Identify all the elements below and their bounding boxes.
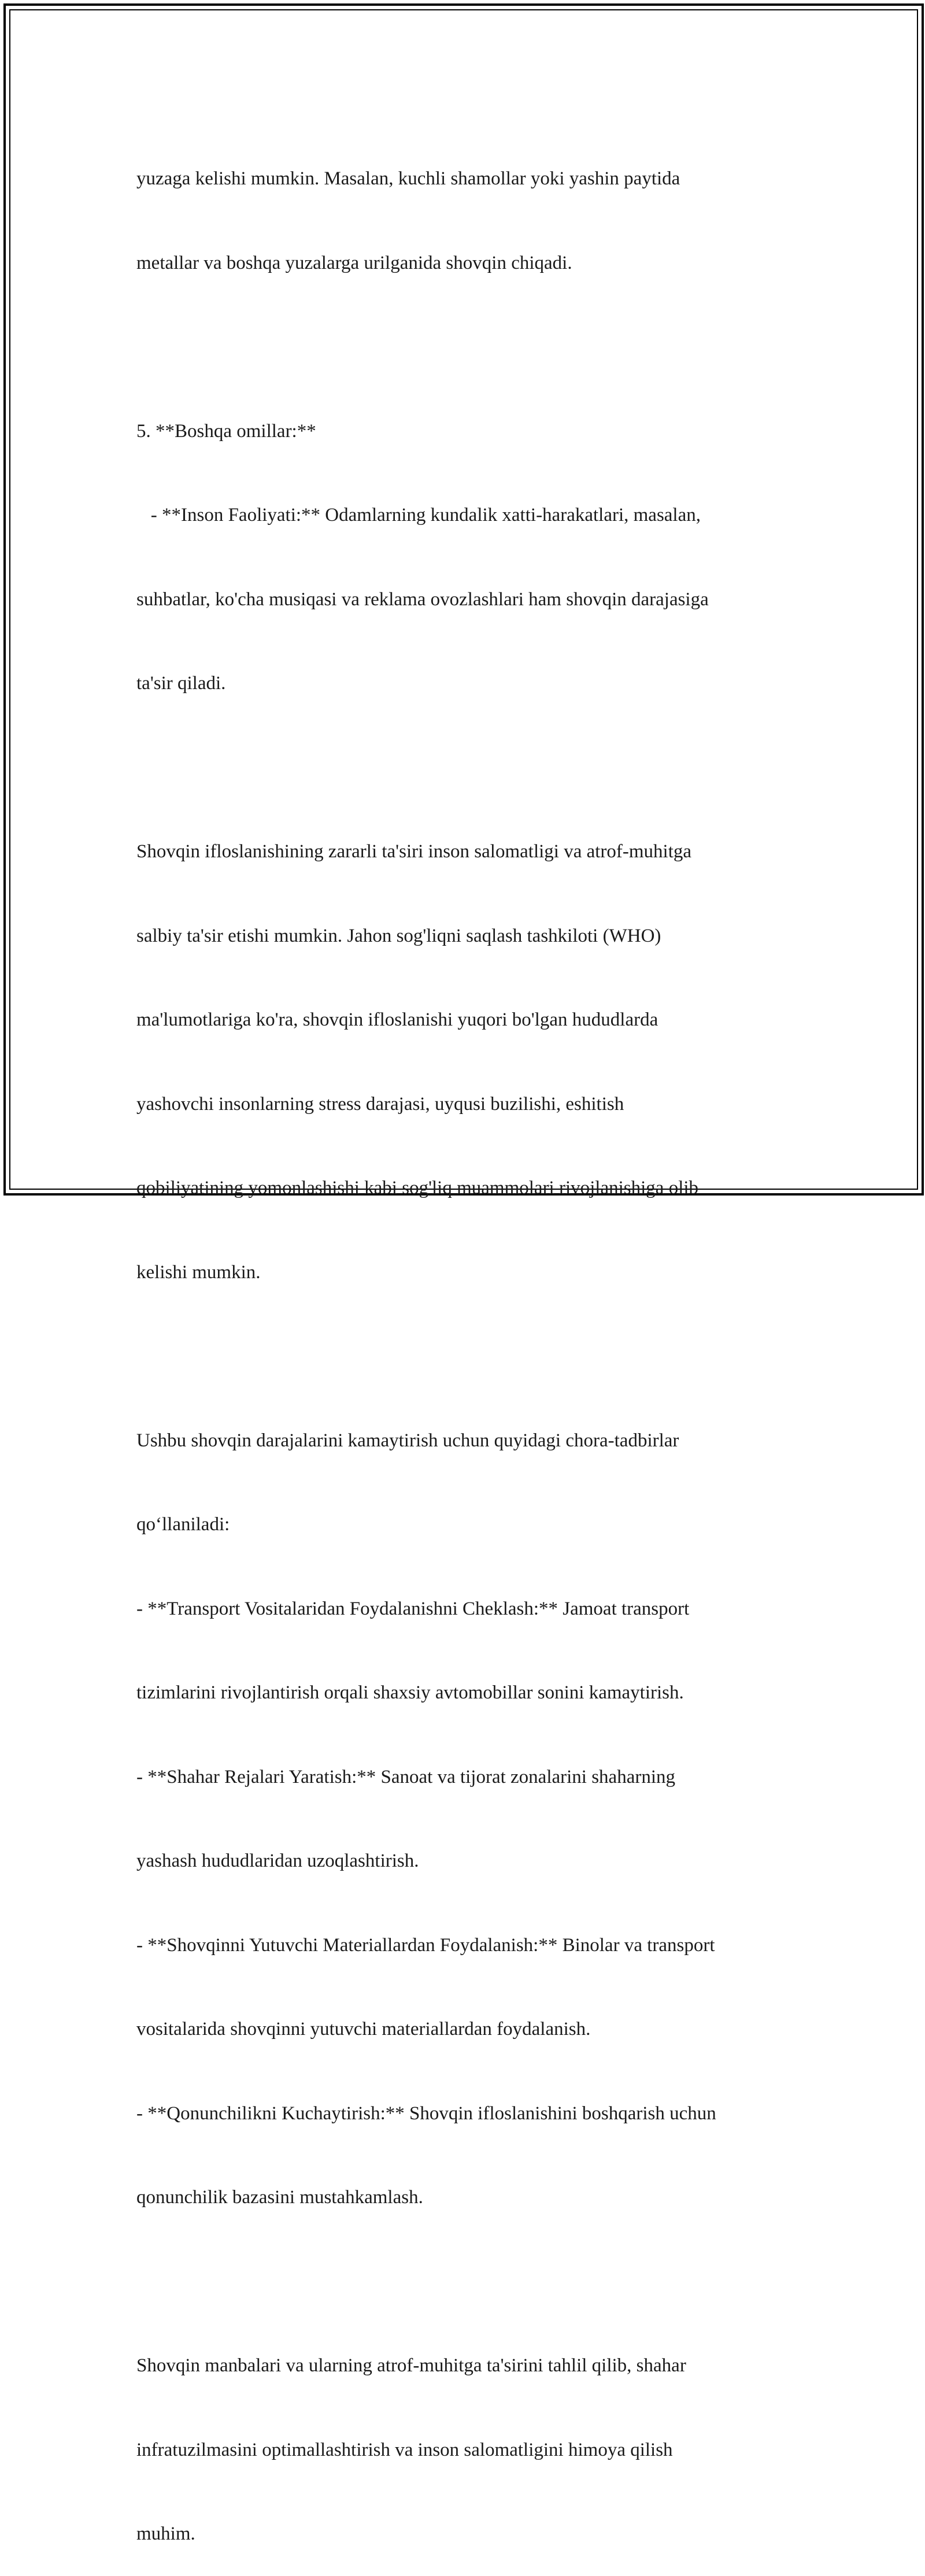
document-text xyxy=(136,109,790,2576)
text-line: yashash hududlaridan uzoqlashtirish. xyxy=(136,1850,419,1871)
text-line: infratuzilmasini optimallashtirish va inson salomatligini himoya qilish xyxy=(136,2439,673,2460)
section-heading: 5. **Boshqa omillar:** xyxy=(136,420,316,442)
text-line: suhbatlar, ko'cha musiqasi va reklama ovozlashlari ham shovqin darajasiga xyxy=(136,589,709,610)
list-item: - **Shovqinni Yutuvchi Materiallardan Foydalanish:** Binolar va transport xyxy=(136,1934,715,1956)
text-line: - **Inson Faoliyati:** Odamlarning kundalik xatti-harakatlari, masalan, xyxy=(136,505,701,525)
text-line: Ushbu shovqin darajalarini kamaytirish uchun quyidagi chora-tadbirlar xyxy=(136,1430,679,1451)
text-line: yuzaga kelishi mumkin. Masalan, kuchli shamollar yoki yashin paytida xyxy=(136,168,680,189)
text-line: ta'sir qiladi. xyxy=(136,673,226,694)
text-line: ma'lumotlariga ko'ra, shovqin ifloslanishi yuqori bo'lgan hududlarda xyxy=(136,1009,658,1030)
text-line: Shovqin manbalari va ularning atrof-muhitga ta'sirini tahlil qilib, shahar xyxy=(136,2355,686,2376)
text-line: Shovqin ifloslanishining zararli ta'siri inson salomatligi va atrof-muhitga xyxy=(136,841,692,862)
text-line: tizimlarini rivojlantirish orqali shaxsiy avtomobillar sonini kamaytirish. xyxy=(136,1682,684,1703)
text-line: yashovchi insonlarning stress darajasi, uyqusi buzilishi, eshitish xyxy=(136,1093,624,1115)
list-item: - **Shahar Rejalari Yaratish:** Sanoat va tijorat zonalarini shaharning xyxy=(136,1766,676,1787)
text-line: kelishi mumkin. xyxy=(136,1261,261,1283)
blank-line xyxy=(136,2268,790,2296)
text-line: qonunchilik bazasini mustahkamlash. xyxy=(136,2187,423,2208)
text-line: qo‘llaniladi: xyxy=(136,1514,230,1535)
blank-line xyxy=(136,333,790,361)
text-line: salbiy ta'sir etishi mumkin. Jahon sog'liqni saqlash tashkiloti (WHO) xyxy=(136,925,661,946)
list-item: - **Transport Vositalaridan Foydalanishni Cheklash:** Jamoat transport xyxy=(136,1598,690,1619)
blank-line xyxy=(136,754,790,782)
blank-line xyxy=(136,1342,790,1371)
list-item: - **Qonunchilikni Kuchaytirish:** Shovqin ifloslanishini boshqarish uchun xyxy=(136,2103,716,2124)
text-line: qobiliyatining yomonlashishi kabi sog'liq muammolari rivojlanishiga olib xyxy=(136,1178,699,1198)
text-line: metallar va boshqa yuzalarga urilganida shovqin chiqadi. xyxy=(136,252,572,273)
text-line: vositalarida shovqinni yutuvchi materiallardan foydalanish. xyxy=(136,2019,591,2040)
text-line: muhim. xyxy=(136,2523,195,2544)
